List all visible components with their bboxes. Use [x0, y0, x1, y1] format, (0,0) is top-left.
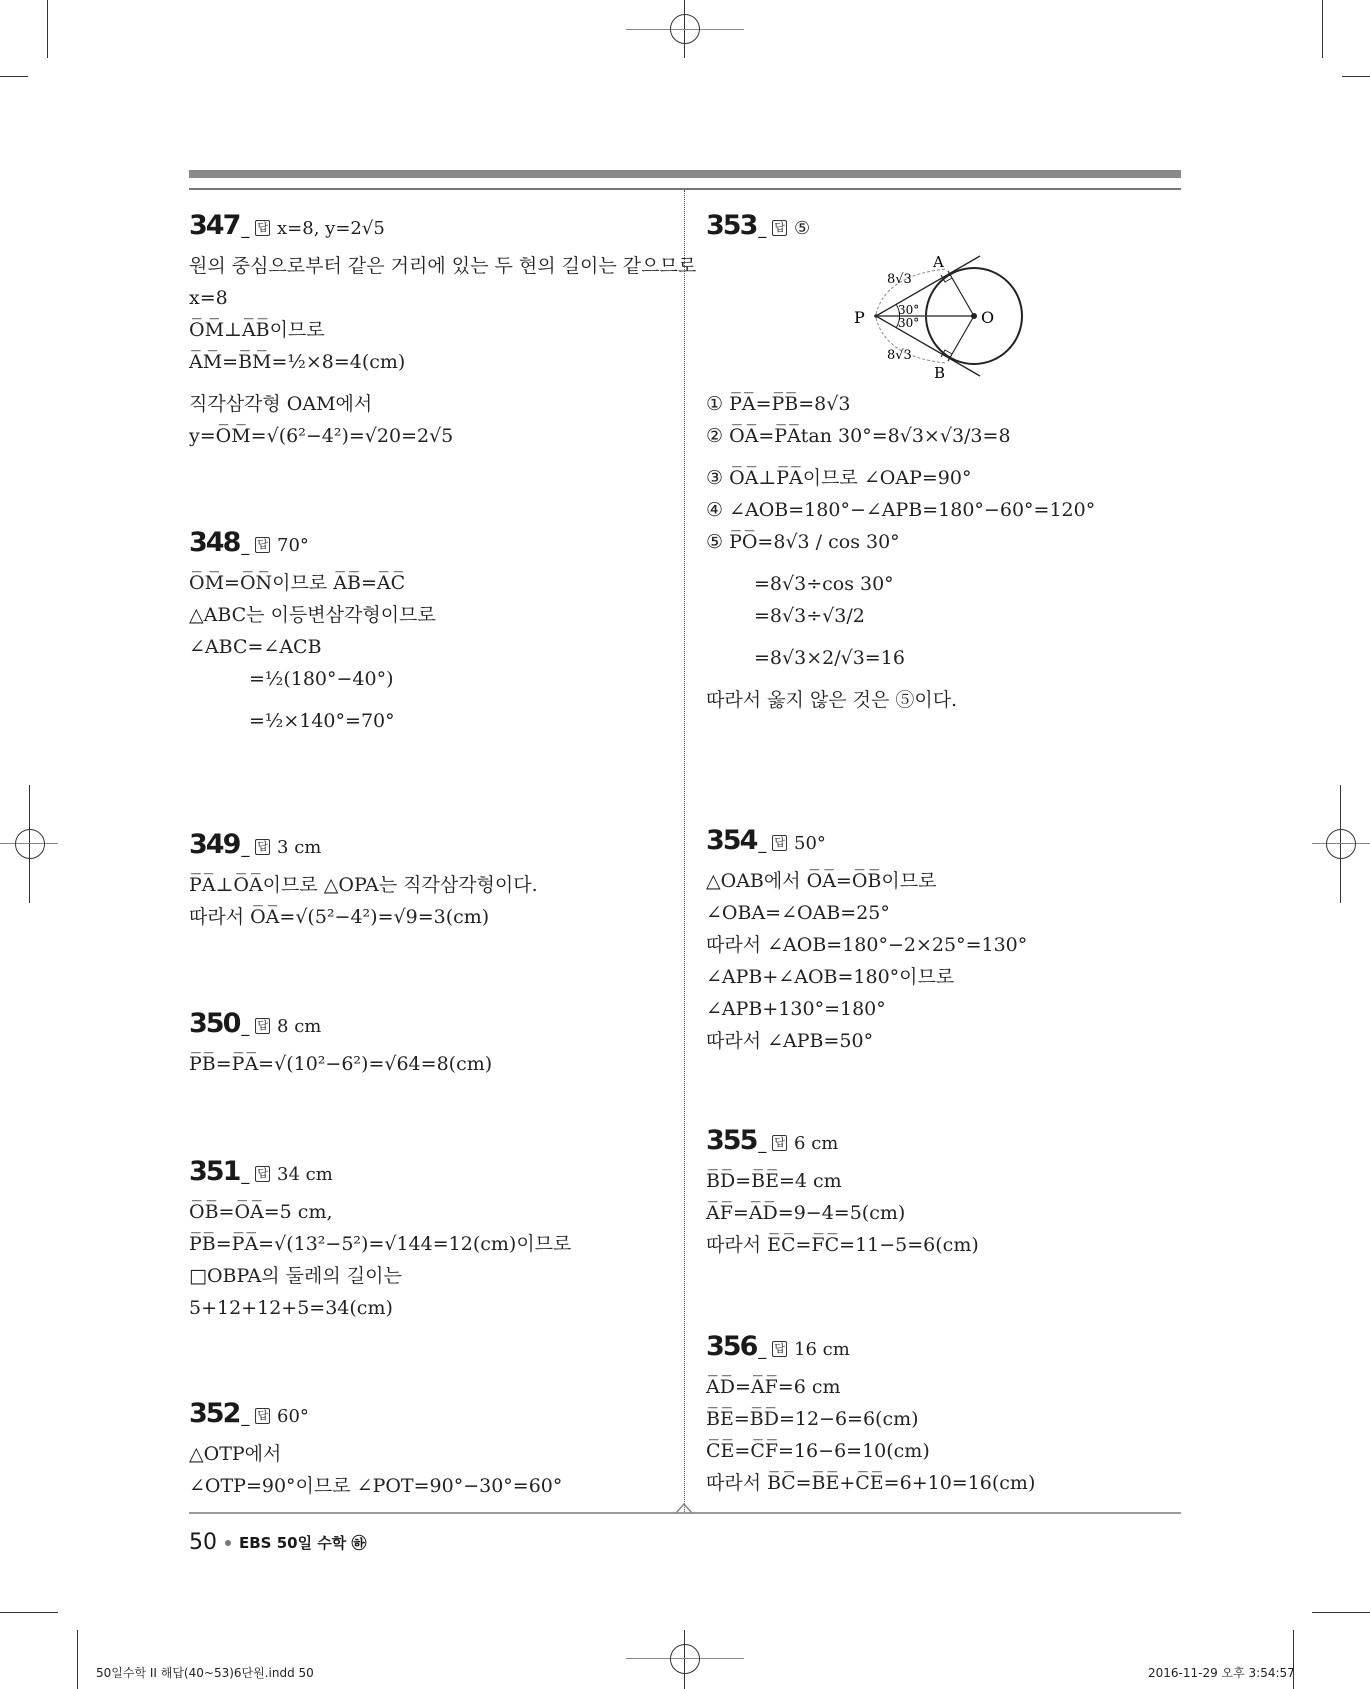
solution-line: =8√3×2/√3=16 [754, 647, 905, 669]
problem-353 [706, 210, 810, 250]
problem-header [189, 1008, 492, 1048]
answer-badge: 답 [257, 538, 269, 551]
divider-notch [676, 1502, 692, 1514]
header-bar [189, 170, 1181, 178]
solution-line: O̅M̅⊥A̅B̅이므로 [189, 319, 325, 341]
slug-filename: 50일수학 II 해답(40~53)6단원.indd 50 [96, 1666, 314, 1680]
answer-value: 60° [277, 1406, 309, 1427]
solution-line: 원의 중심으로부터 같은 거리에 있는 두 현의 길이는 같으므로 [189, 255, 697, 277]
answer-badge: 답 [257, 1019, 269, 1032]
book-title: EBS 50일 수학 ㉻ [239, 1534, 367, 1552]
problem-header [706, 1331, 1035, 1371]
answer-badge: 답 [257, 1167, 269, 1180]
solution-line: O̅M̅=O̅N̅이므로 A̅B̅=A̅C̅ [189, 572, 406, 594]
solution-line: y=O̅M̅=√(6²−4²)=√20=2√5 [189, 425, 454, 447]
solution-line: ∠APB+∠AOB=180°이므로 [706, 966, 955, 988]
solution-line: P̅B̅=P̅A̅=√(13²−5²)=√144=12(cm)이므로 [189, 1233, 572, 1255]
solution-line: x=8 [189, 287, 228, 309]
answer-value: 16 cm [794, 1339, 850, 1360]
solution-line: P̅A̅⊥O̅A̅이므로 △OPA는 직각삼각형이다. [189, 874, 538, 896]
solution-line: A̅F̅=A̅D̅=9−4=5(cm) [706, 1202, 906, 1224]
solution-line: 따라서 B̅C̅=B̅E̅+C̅E̅=6+10=16(cm) [706, 1472, 1036, 1494]
angle-top-label: 30° [898, 303, 920, 317]
problem-356 [706, 1331, 1035, 1499]
answer-value: x=8, y=2√5 [277, 218, 385, 239]
answer-badge: 답 [257, 840, 269, 853]
problem-353-solution [706, 388, 1095, 716]
solution-line: A̅M̅=B̅M̅=½×8=4(cm) [189, 351, 406, 373]
solution-line: P̅B̅=P̅A̅=√(10²−6²)=√64=8(cm) [189, 1053, 493, 1075]
conclusion-line: 따라서 옳지 않은 것은 ⑤이다. [706, 689, 958, 711]
problem-number: 354 _ [706, 825, 766, 860]
problem-number: 351 _ [189, 1156, 249, 1191]
label-b: B [934, 364, 946, 380]
problem-347 [189, 210, 696, 452]
problem-number: 355 _ [706, 1125, 766, 1160]
problem-header [706, 825, 1027, 865]
crop-mark-top-left-h [0, 76, 28, 77]
answer-badge: 답 [774, 836, 786, 849]
problem-header [189, 1156, 571, 1196]
problem-349 [189, 829, 538, 933]
answer-value: 8 cm [277, 1016, 322, 1037]
solution-line: C̅E̅=C̅F̅=16−6=10(cm) [706, 1440, 930, 1462]
problem-354 [706, 825, 1027, 1057]
header-rule [189, 188, 1181, 190]
bullet-icon [225, 1540, 231, 1546]
answer-badge: 답 [774, 221, 786, 234]
crop-mark-bottom-right-h [1312, 1612, 1370, 1613]
problem-number: 353 _ [706, 210, 766, 245]
problem-355 [706, 1125, 979, 1261]
solution-line: ∠ABC=∠ACB [189, 636, 322, 658]
solution-line: B̅E̅=B̅D̅=12−6=6(cm) [706, 1408, 919, 1430]
length-bottom-label: 8√3 [887, 348, 912, 363]
solution-line: △OAB에서 O̅A̅=O̅B̅이므로 [706, 870, 937, 892]
length-top-label: 8√3 [887, 272, 912, 287]
answer-value: 6 cm [794, 1133, 839, 1154]
solution-line: A̅D̅=A̅F̅=6 cm [706, 1376, 841, 1398]
problem-348 [189, 527, 436, 747]
solution-line: =8√3÷cos 30° [754, 573, 894, 595]
solution-line: 따라서 ∠AOB=180°−2×25°=130° [706, 934, 1028, 956]
problem-number: 347 _ [189, 210, 249, 245]
problem-number: 349 _ [189, 829, 249, 864]
angle-bottom-label: 30° [898, 316, 920, 330]
solution-line: ∠OBA=∠OAB=25° [706, 902, 890, 924]
solution-line: =½(180°−40°) [249, 668, 394, 690]
problem-number: 350 _ [189, 1008, 249, 1043]
choice-3: ③ O̅A̅⊥P̅A̅이므로 ∠OAP=90° [706, 467, 972, 489]
problem-number: 352 _ [189, 1398, 249, 1433]
solution-line: 따라서 O̅A̅=√(5²−4²)=√9=3(cm) [189, 906, 490, 928]
label-p: P [854, 308, 865, 327]
choice-1: ① P̅A̅=P̅B̅=8√3 [706, 393, 851, 415]
problem-number: 356 _ [706, 1331, 766, 1366]
problem-number: 348 _ [189, 527, 249, 562]
label-o: O [981, 308, 995, 327]
answer-value: 3 cm [277, 837, 322, 858]
solution-line: 직각삼각형 OAM에서 [189, 393, 373, 415]
solution-line: 5+12+12+5=34(cm) [189, 1297, 393, 1319]
answer-value: 50° [794, 833, 826, 854]
problem-352 [189, 1398, 562, 1502]
label-a: A [933, 253, 944, 271]
crop-mark-bottom-left-h [0, 1612, 58, 1613]
problem-header [189, 527, 436, 567]
slug-timestamp: 2016-11-29 오후 3:54:57 [1148, 1666, 1295, 1680]
solution-line: 따라서 E̅C̅=F̅C̅=11−5=6(cm) [706, 1234, 979, 1256]
page-footer [189, 1530, 367, 1555]
answer-badge: 답 [257, 1409, 269, 1422]
crop-mark-top-left-v [47, 0, 48, 58]
solution-line: =8√3÷√3/2 [754, 605, 865, 627]
answer-badge: 답 [257, 221, 269, 234]
solution-line: △ABC는 이등변삼각형이므로 [189, 604, 436, 626]
problem-header [706, 1125, 979, 1165]
problem-351 [189, 1156, 571, 1324]
solution-line: ∠OTP=90°이므로 ∠POT=90°−30°=60° [189, 1475, 563, 1497]
problem-header [189, 829, 538, 869]
answer-value: ⑤ [794, 218, 811, 239]
answer-badge: 답 [774, 1342, 786, 1355]
choice-4: ④ ∠AOB=180°−∠APB=180°−60°=120° [706, 499, 1096, 521]
crop-mark-top-right-h [1342, 76, 1370, 77]
solution-line: □OBPA의 둘레의 길이는 [189, 1265, 402, 1287]
crop-mark-bottom-left-v [77, 1630, 78, 1689]
solution-line: △OTP에서 [189, 1443, 282, 1465]
problem-header [189, 210, 696, 250]
solution-line: 따라서 ∠APB=50° [706, 1030, 874, 1052]
answer-value: 34 cm [277, 1164, 333, 1185]
tangent-circle-diagram [846, 250, 1046, 380]
solution-line: O̅B̅=O̅A̅=5 cm, [189, 1201, 333, 1223]
problem-350 [189, 1008, 492, 1080]
crop-mark-top-right-v [1322, 0, 1323, 58]
choice-2: ② O̅A̅=P̅A̅tan 30°=8√3×√3/3=8 [706, 425, 1011, 447]
answer-value: 70° [277, 535, 309, 556]
solution-line: =½×140°=70° [249, 710, 395, 732]
choice-5: ⑤ P̅O̅=8√3 / cos 30° [706, 531, 900, 553]
solution-line: ∠APB+130°=180° [706, 998, 886, 1020]
solution-line: B̅D̅=B̅E̅=4 cm [706, 1170, 842, 1192]
problem-header [189, 1398, 562, 1438]
answer-badge: 답 [774, 1136, 786, 1149]
problem-header [706, 210, 810, 250]
page-number: 50 [189, 1530, 217, 1555]
